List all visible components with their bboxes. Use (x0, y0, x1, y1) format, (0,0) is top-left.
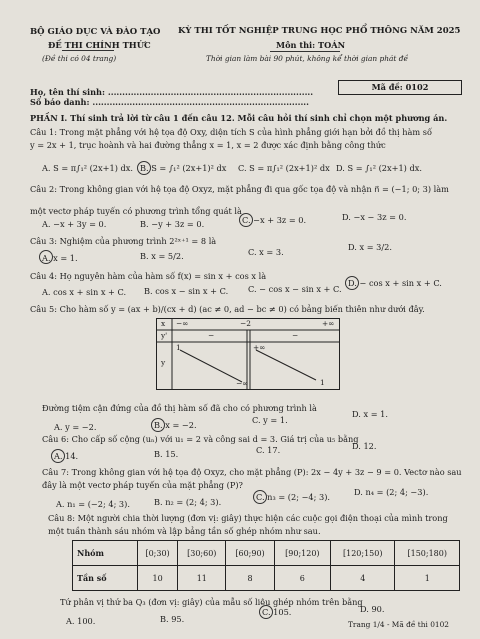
ministry-name: BỘ GIÁO DỤC VÀ ĐÀO TẠO (30, 27, 161, 37)
question-6-stem: Câu 6: Cho cấp số cộng (uₙ) với u₁ = 2 và công sai d = 3. Giá trị của u₅ bằng (42, 434, 359, 444)
question-6-option-a: A. 14. (54, 451, 79, 461)
table-derivative-sign-right: − (292, 331, 299, 340)
question-8-line1: Câu 8: Một người chia thời lượng (đơn vị: giây) thực hiện các cuộc gọi điện thoại của mình trong (48, 513, 448, 523)
question-3-option-a: A. x = 1. (42, 253, 78, 263)
answer-mark-q1 (137, 161, 151, 175)
question-2-option-a: A. −x + 3y = 0. (42, 219, 107, 229)
frequency-table-frequency-cell: 10 (138, 566, 178, 591)
question-7-line2: đây là một vectơ pháp tuyến của mặt phẳng (P)? (42, 480, 243, 490)
question-1-line1: Câu 1: Trong mặt phẳng với hệ tọa độ Oxy, diện tích S của hình phẳng giới hạn bởi đồ thị hàm số (30, 127, 432, 137)
frequency-table-group-cell: [90;120) (274, 541, 330, 566)
question-1-option-b: B. S = ∫₁² (2x+1)² dx (140, 163, 227, 173)
question-1-option-c: C. S = π∫₁² (2x+1)² dx (238, 163, 330, 173)
question-4-option-b: B. cos x − sin x + C. (144, 286, 229, 296)
table-pos-inf: +∞ (322, 319, 335, 328)
question-5-prompt: Đường tiệm cận đứng của đồ thị hàm số đã cho có phương trình là (42, 403, 317, 413)
frequency-table-frequency-cell: 6 (274, 566, 330, 591)
question-6-option-d: D. 12. (352, 441, 377, 451)
question-8-option-b: B. 95. (160, 614, 185, 624)
question-7-option-b: B. n₂ = (2; 4; 3). (154, 497, 222, 507)
question-2-option-c: C. −x + 3z = 0. (242, 215, 307, 225)
question-6-option-c: C. 17. (256, 445, 281, 455)
subject-label: Môn thi: TOÁN (276, 40, 346, 50)
question-5-option-c: C. y = 1. (252, 415, 288, 425)
question-4-option-d: D. − cos x + sin x + C. (348, 278, 442, 288)
frequency-table-group-cell: [0;30) (138, 541, 178, 566)
question-4-option-c: C. − cos x − sin x + C. (248, 284, 342, 294)
pages-note: (Đề thi có 04 trang) (42, 54, 117, 63)
question-8-option-d: D. 90. (360, 604, 385, 614)
question-3-option-b: B. x = 5/2. (140, 251, 184, 261)
answer-mark-q6 (51, 449, 65, 463)
answer-mark-q7 (253, 490, 267, 504)
frequency-table-frequency-row (73, 566, 460, 591)
variation-table (156, 318, 340, 390)
question-4-stem: Câu 4: Họ nguyên hàm của hàm số f(x) = sin x + cos x là (30, 271, 267, 281)
question-7-option-c: C. n₃ = (2; −4; 3). (256, 492, 330, 502)
question-8-line2: một tuần thành sáu nhóm và lập bảng tần số ghép nhóm như sau. (48, 526, 321, 536)
table-pole-value: −2 (240, 319, 251, 328)
frequency-table-group-cell: [60;90) (226, 541, 274, 566)
frequency-table-group-header: Nhóm (73, 541, 138, 566)
part-one-instructions (30, 113, 447, 123)
frequency-table-group-row (73, 541, 460, 566)
question-1-line2: y = 2x + 1, trục hoành và hai đường thẳng x = 1, x = 2 được xác định bằng công thức (30, 140, 386, 150)
answer-mark-q8 (259, 605, 273, 619)
question-1-option-d: D. S = ∫₁² (2x+1) dx. (336, 163, 422, 173)
part-one-text: PHẦN I. Thí sinh trả lời từ câu 1 đến câu 12. Mỗi câu hỏi thí sinh chỉ chọn một phương án. (30, 113, 448, 123)
question-5-option-a: A. y = −2. (54, 422, 97, 432)
table-y-left-bottom: −∞ (236, 379, 249, 388)
exam-code-box: Mã đề: 0102 (338, 80, 462, 95)
table-derivative-sign-left: − (208, 331, 215, 340)
question-5-option-d: D. x = 1. (352, 409, 388, 419)
table-row-derivative-label: y' (161, 331, 168, 340)
question-1-option-a: A. S = π∫₁² (2x+1) dx. (42, 163, 133, 173)
question-4-option-a: A. cos x + sin x + C. (42, 287, 127, 297)
question-2-line2: một vectơ pháp tuyến có phương trình tổng quát là (30, 206, 242, 216)
frequency-table-frequency-cell: 1 (395, 566, 460, 591)
frequency-table-frequency-cell: 11 (178, 566, 226, 591)
question-2-option-d: D. −x − 3z = 0. (342, 212, 407, 222)
table-y-left-top: 1 (176, 343, 181, 352)
answer-mark-q2 (239, 213, 253, 227)
table-row-x-label: x (161, 319, 166, 328)
time-note: Thời gian làm bài 90 phút, không kể thời gian phát đề (206, 54, 409, 63)
frequency-table-frequency-header: Tần số (73, 566, 138, 591)
question-7-option-a: A. n₁ = (−2; 4; 3). (56, 499, 130, 509)
question-7-line1: Câu 7: Trong không gian với hệ tọa độ Oxyz, cho mặt phẳng (P): 2x − 4y + 3z − 9 = 0. Vectơ nào sau (42, 467, 462, 477)
frequency-table-frequency-cell: 8 (226, 566, 274, 591)
question-6-option-b: B. 15. (154, 449, 179, 459)
page-footer: Trang 1/4 - Mã đề thi 0102 (348, 620, 450, 629)
question-5-option-b: B. x = −2. (154, 420, 197, 430)
official-label: ĐỀ THI CHÍNH THỨC (48, 40, 151, 50)
header-rule-left (62, 50, 114, 51)
table-y-right-bottom: 1 (320, 378, 325, 387)
question-2-option-b: B. −y + 3z = 0. (140, 219, 205, 229)
frequency-table (72, 540, 460, 591)
question-2-line1: Câu 2: Trong không gian với hệ tọa độ Oxyz, mặt phẳng đi qua gốc tọa độ và nhận n⃗ = (−1; 0; 3) làm (30, 184, 449, 194)
frequency-table-group-cell: [30;60) (178, 541, 226, 566)
table-row-y-label: y (161, 358, 166, 367)
frequency-table-frequency-cell: 4 (331, 566, 395, 591)
question-8-prompt: Tứ phân vị thứ ba Q₃ (đơn vị: giây) của mẫu số liệu ghép nhóm trên bằng (60, 597, 363, 607)
answer-mark-q5 (151, 418, 165, 432)
candidate-number-field: Số báo danh: ............................................................................ (30, 97, 310, 107)
exam-title: KỲ THI TỐT NGHIỆP TRUNG HỌC PHỔ THÔNG NĂM 2025 (178, 26, 461, 36)
question-8-option-a: A. 100. (66, 616, 96, 626)
question-7-option-d: D. n₄ = (2; 4; −3). (354, 487, 429, 497)
question-5-stem: Câu 5: Cho hàm số y = (ax + b)/(cx + d) (ac ≠ 0, ad − bc ≠ 0) có bảng biến thiên như dưới đây. (30, 304, 425, 314)
frequency-table-group-cell: [120;150) (331, 541, 395, 566)
question-3-stem: Câu 3: Nghiệm của phương trình 2²ˣ⁺¹ = 8 là (30, 236, 217, 246)
header-rule-right (270, 51, 340, 52)
question-3-option-d: D. x = 3/2. (348, 242, 392, 252)
answer-mark-q3 (39, 250, 53, 264)
table-neg-inf: −∞ (176, 319, 189, 328)
question-3-option-c: C. x = 3. (248, 247, 284, 257)
frequency-table-group-cell: [150;180) (395, 541, 460, 566)
answer-mark-q4 (345, 276, 359, 290)
table-y-right-top: +∞ (253, 343, 266, 352)
candidate-name-field: Họ, tên thí sinh: ........................................................................ (30, 87, 314, 97)
question-8-option-c: C. 105. (262, 607, 292, 617)
